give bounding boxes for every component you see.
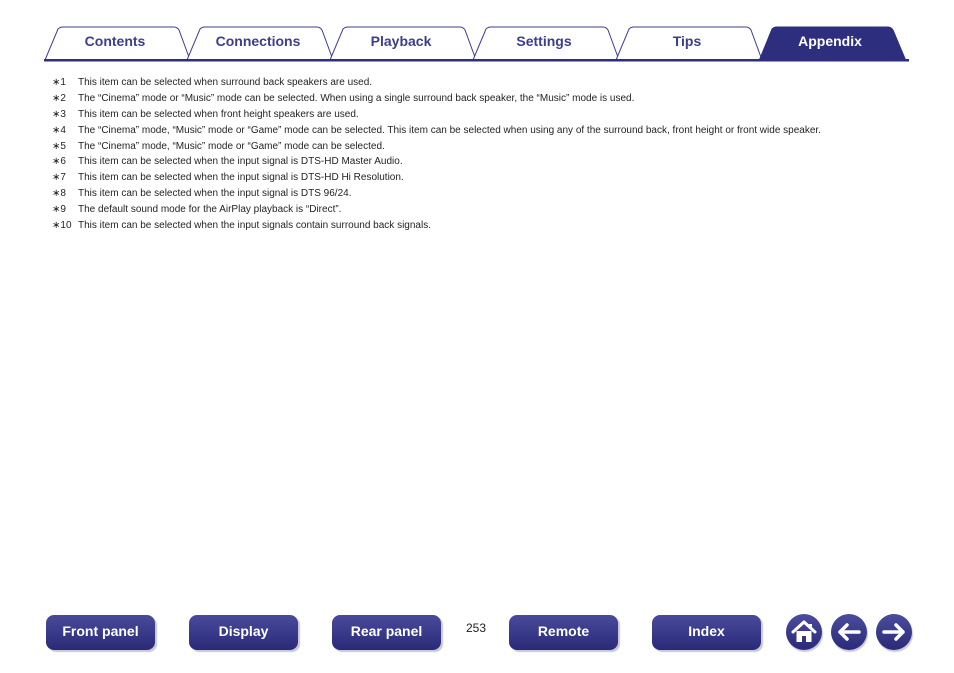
rear-panel-button[interactable]: Rear panel xyxy=(332,615,441,650)
footnote-mark: ∗6 xyxy=(52,156,66,168)
footnote-text: The default sound mode for the AirPlay playback is “Direct”. xyxy=(78,204,342,216)
footnote-item xyxy=(52,139,932,155)
tab-appendix[interactable]: Appendix xyxy=(798,33,862,49)
footnote-text: This item can be selected when surround back speakers are used. xyxy=(78,77,373,88)
footnote-item xyxy=(52,91,932,107)
footnote-text: This item can be selected when the input signal is DTS-HD Hi Resolution. xyxy=(78,172,404,184)
footnote-item xyxy=(52,154,932,170)
home-button[interactable] xyxy=(786,614,822,650)
arrow-left-icon xyxy=(831,614,867,650)
footnote-mark: ∗2 xyxy=(52,92,66,104)
footnote-text: The “Cinema” mode or “Music” mode can be selected. When using a single surround back speaker, the “Music” mode is used. xyxy=(78,92,635,104)
footnote-text: This item can be selected when the input signal is DTS 96/24. xyxy=(78,188,352,200)
footnote-item xyxy=(52,170,932,186)
footnote-item xyxy=(52,123,932,139)
footnote-item xyxy=(52,202,932,218)
footnote-text: The “Cinema” mode, “Music” mode or “Game” mode can be selected. This item can be selected when using any of the surround back, front height or front wide speaker. xyxy=(78,124,821,136)
forward-button[interactable] xyxy=(876,614,912,650)
back-button[interactable] xyxy=(831,614,867,650)
footnote-mark: ∗5 xyxy=(52,140,66,152)
tab-bar xyxy=(0,0,954,64)
tab-playback[interactable]: Playback xyxy=(370,33,432,49)
footnote-item xyxy=(52,107,932,123)
index-button[interactable]: Index xyxy=(652,615,761,650)
arrow-right-icon xyxy=(876,614,912,650)
footnote-mark: ∗3 xyxy=(52,108,66,120)
footnote-text: This item can be selected when the input signal is DTS-HD Master Audio. xyxy=(78,156,403,168)
display-button[interactable]: Display xyxy=(189,615,298,650)
footnote-text: This item can be selected when front height speakers are used. xyxy=(78,108,359,120)
footnote-mark: ∗1 xyxy=(52,77,66,88)
footnote-mark: ∗7 xyxy=(52,172,66,184)
footnote-item xyxy=(52,218,932,234)
page-number: 253 xyxy=(465,621,487,635)
footnote-mark: ∗9 xyxy=(52,204,66,216)
footnote-text: The “Cinema” mode, “Music” mode or “Game” mode can be selected. xyxy=(78,140,385,152)
footnote-mark: ∗4 xyxy=(52,124,66,136)
home-icon xyxy=(786,614,822,650)
footnote-mark: ∗10 xyxy=(52,220,72,232)
front-panel-button[interactable]: Front panel xyxy=(46,615,155,650)
footnote-item xyxy=(52,75,932,91)
tab-contents[interactable]: Contents xyxy=(84,33,146,49)
tab-bar-graphics xyxy=(0,0,954,64)
tab-settings[interactable]: Settings xyxy=(516,33,572,49)
footnote-item xyxy=(52,186,932,202)
footnote-mark: ∗8 xyxy=(52,188,66,200)
footnote-text: This item can be selected when the input signals contain surround back signals. xyxy=(78,220,431,232)
tab-tips[interactable]: Tips xyxy=(672,33,702,49)
tab-connections[interactable]: Connections xyxy=(215,33,301,49)
remote-button[interactable]: Remote xyxy=(509,615,618,650)
footnote-list xyxy=(52,75,932,234)
